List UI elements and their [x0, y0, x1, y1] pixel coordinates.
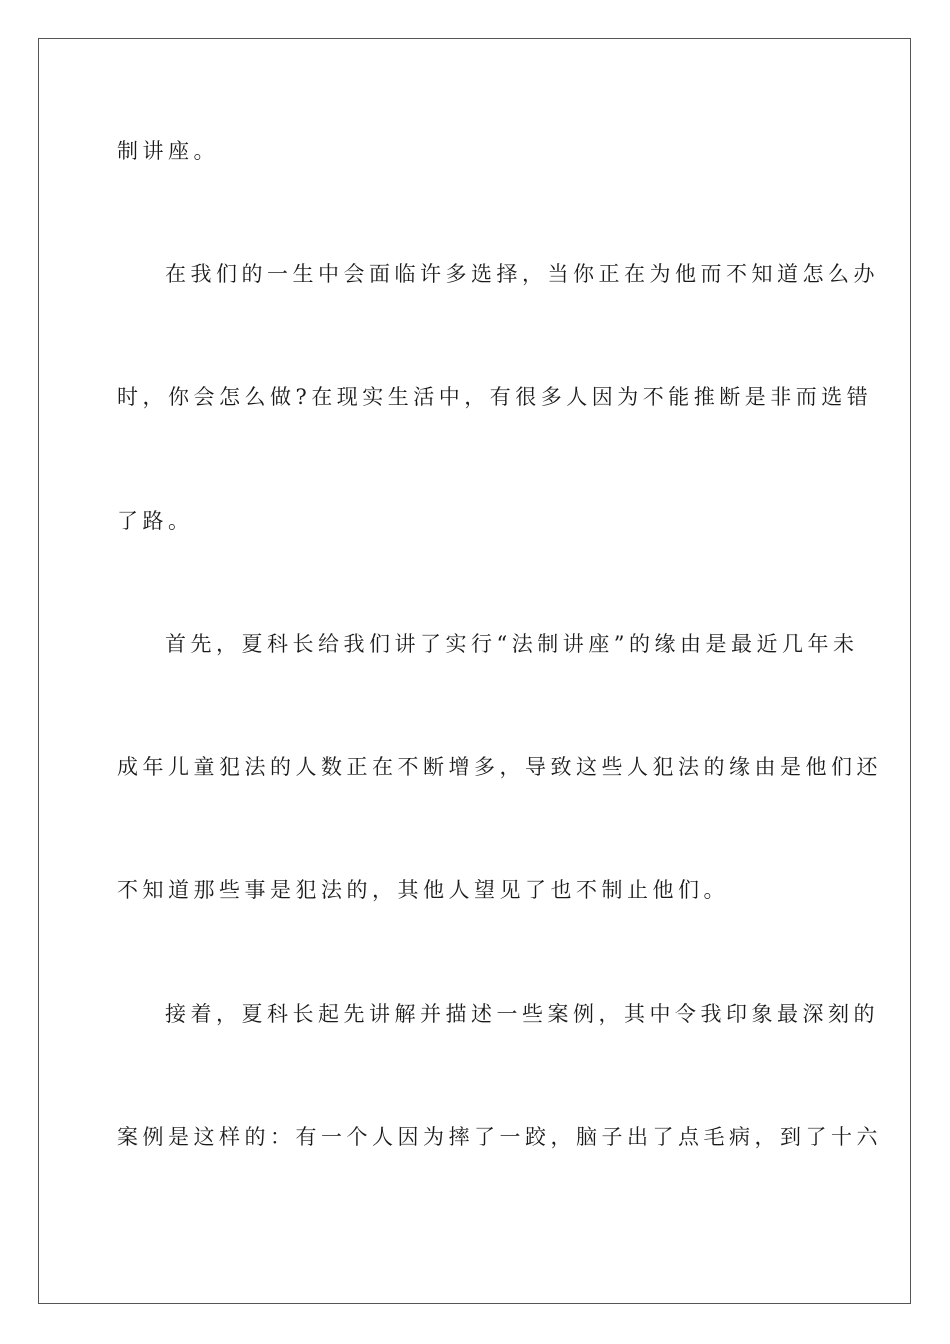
paragraph-line-7: 不知道那些事是犯法的，其他人望见了也不制止他们。 — [117, 878, 729, 902]
paragraph-line-1: 制讲座。 — [117, 139, 219, 163]
paragraph-line-2: 在我们的一生中会面临许多选择，当你正在为他而不知道怎么办 — [165, 262, 879, 286]
paragraph-line-6: 成年儿童犯法的人数正在不断增多，导致这些人犯法的缘由是他们还 — [117, 755, 882, 779]
paragraph-line-8: 接着，夏科长起先讲解并描述一些案例，其中令我印象最深刻的 — [165, 1002, 879, 1026]
paragraph-line-5: 首先，夏科长给我们讲了实行“法制讲座”的缘由是最近几年未 — [165, 632, 859, 656]
paragraph-line-4: 了路。 — [117, 509, 194, 533]
paragraph-line-3: 时，你会怎么做?在现实生活中，有很多人因为不能推断是非而选错 — [117, 385, 873, 409]
paragraph-line-9: 案例是这样的：有一个人因为摔了一跤，脑子出了点毛病，到了十六 — [117, 1125, 882, 1149]
page-border — [38, 38, 911, 1304]
